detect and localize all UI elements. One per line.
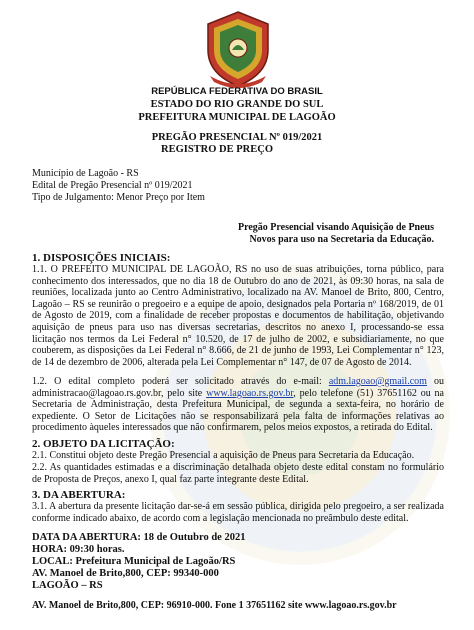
section-3-title: 3. DA ABERTURA: bbox=[32, 489, 126, 501]
header-registro-text: REGISTRO DE PREÇO bbox=[160, 144, 274, 155]
section-1-paragraph-2 bbox=[32, 376, 444, 434]
header-republic: REPÚBLICA FEDERATIVA DO BRASIL bbox=[151, 86, 323, 97]
header-pregao-number: PREGÃO PRESENCIAL Nº 019/2021 bbox=[151, 132, 323, 143]
section-3-paragraph-1: 3.1. A abertura da presente licitação dar-se-á em sessão pública, dirigida pelo pregoeiro, a ser realizada conforme indicado abaixo, de acordo com a legislação mencionada no preâmbulo deste edital. bbox=[32, 501, 444, 524]
opening-location: LOCAL: Prefeitura Municipal de Lagoão/RS bbox=[32, 556, 236, 567]
opening-city: LAGOÃO – RS bbox=[32, 580, 103, 591]
meta-edital: Edital de Pregão Presencial nº 019/2021 bbox=[32, 180, 193, 191]
site-link[interactable]: www.lagoao.rs.gov.br bbox=[206, 387, 294, 399]
opening-date: DATA DA ABERTURA: 18 de Outubro de 2021 bbox=[32, 532, 246, 543]
subject-line-2: Novos para uso na Secretaria da Educação. bbox=[249, 234, 434, 245]
section-1-title: 1. DISPOSIÇÕES INICIAIS: bbox=[32, 252, 171, 264]
section-1-paragraph-1: 1.1. O PREFEITO MUNICIPAL DE LAGOÃO, RS no uso de suas atribuições, torna público, para conhecimento dos interessados, que no dia 18 de Outubro do ano de 2021, às 09:30 horas, na sala de reuniões, localizada junto ao Centro Administrativo, localizado na AV. Manoel de Brito, 800, Centro, Lagoão – RS se reunirão o pregoeiro e a equipe de apoio, designados pela Portaria nº 168/2019, de 01 de Agosto de 2019, com a finalidade de receber propostas e documentos de habilitação, objetivando aquisição de pneus para uso nas diversas secretarias, descritos no anexo I, processando-se essa licitação nos termos da Lei Federal n° 10.520, de 17 de julho de 2002, e subsidiariamente, no que couberem, as disposições da Lei Federal n° 8.666, de 21 de junho de 1993, Lei Complementar n° 123, de 14 de dezembro de 2006, alterada pela Lei Complementar n° 147, de 07 de Agosto de 2014. bbox=[32, 264, 444, 368]
meta-municipio: Município de Lagoão - RS bbox=[32, 168, 139, 179]
header-state: ESTADO DO RIO GRANDE DO SUL bbox=[150, 99, 324, 110]
footer-address: AV. Manoel de Brito,800, CEP: 96910-000. Fone 1 37651162 site www.lagoao.rs.gov.br bbox=[32, 600, 397, 611]
p2-text-c: , pelo telefone (51) 37651162 ou na Secretaria de Administração, desta Prefeitura Municipal, de segunda a sexta-feira, no horário de expediente. O Setor de Licitações não se responsabilizará pela falta de informações relativas ao procedimento àqueles interessados que não confirmarem, pelos meios expostos, a retirada do Edital. bbox=[32, 387, 444, 434]
subject-line-1: Pregão Presencial visando Aquisição de Pneus bbox=[237, 222, 434, 233]
email-link[interactable]: adm.lagoao@gmail.com bbox=[328, 376, 427, 387]
p2-text-b: ou administracao@lagoao.rs.gov.br, pelo site bbox=[32, 376, 445, 399]
header-prefecture: PREFEITURA MUNICIPAL DE LAGOÃO bbox=[138, 112, 336, 123]
section-2-paragraph-2: 2.2. As quantidades estimadas e a discriminação detalhada objeto deste edital constam no formulário de Proposta de Preços, anexo I, qual faz parte integrante deste Edital. bbox=[32, 462, 444, 485]
section-2-paragraph-1: 2.1. Constitui objeto deste Pregão Presencial a aquisição de Pneus para Secretaria da Educação. bbox=[32, 450, 415, 461]
section-2-title: 2. OBJETO DA LICITAÇÃO: bbox=[32, 438, 175, 450]
opening-address: AV. Manoel de Brito,800, CEP: 99340-000 bbox=[32, 568, 219, 579]
header-registro bbox=[0, 144, 474, 155]
p2-text-a: 1.2. O edital completo poderá ser solicitado através do e-mail: bbox=[32, 376, 329, 387]
opening-time: HORA: 09:30 horas. bbox=[32, 544, 125, 555]
coat-of-arms-icon bbox=[202, 10, 274, 88]
meta-tipo: Tipo de Julgamento: Menor Preço por Item bbox=[32, 192, 205, 203]
